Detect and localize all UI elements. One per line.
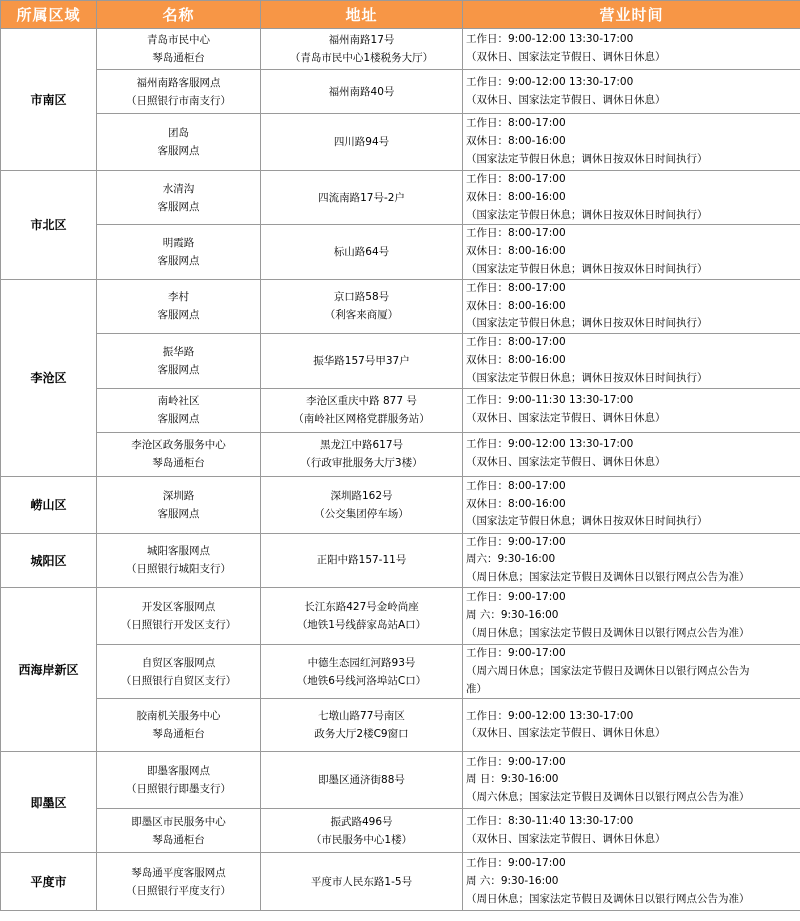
address-line: （南岭社区网格党群服务站） (293, 413, 430, 426)
outlet-name-cell (97, 279, 261, 333)
outlet-name-cell (97, 114, 261, 171)
outlet-name-cell (97, 752, 261, 809)
outlet-name-line: 即墨客服网点 (147, 765, 210, 778)
outlet-name-line: （日照银行即墨支行） (126, 783, 231, 796)
table-row (1, 809, 800, 853)
address-cell (261, 853, 463, 911)
hours-line: （国家法定节假日休息；调休日按双休日时间执行） (466, 515, 708, 528)
table-row (1, 432, 800, 476)
outlet-name-line: 水清沟 (162, 182, 195, 195)
address-cell (261, 171, 463, 225)
hours-line: （双休日、国家法定节假日、调休日休息） (466, 727, 666, 740)
outlet-name-line: 团岛 (168, 127, 189, 139)
table-row (1, 279, 800, 333)
hours-line: 双休日：8:00-16:00 (466, 135, 566, 148)
outlet-name-line: 即墨区市民服务中心 (131, 815, 226, 828)
address-cell (261, 70, 463, 114)
outlet-name-line: 客服网点 (157, 200, 200, 213)
table-row (1, 29, 800, 70)
hours-line: （国家法定节假日休息；调休日按双休日时间执行） (466, 208, 708, 221)
table-row (1, 533, 800, 587)
outlet-name-line: 南岭社区 (157, 395, 200, 408)
hours-line: 工作日：8:30-11:40 13:30-17:00 (466, 815, 634, 828)
outlet-name-line: 客服网点 (157, 255, 200, 268)
table-row (1, 752, 800, 809)
outlet-name-cell (97, 29, 261, 70)
hours-line: 工作日：8:00-17:00 (466, 281, 566, 294)
address-line: （利客来商厦） (324, 309, 399, 322)
outlet-name-line: 开发区客服网点 (141, 600, 216, 613)
table-row (1, 853, 800, 911)
hours-line: 工作日：9:00-17:00 (466, 591, 566, 604)
hours-line: 周六：9:30-16:00 (466, 553, 556, 566)
outlet-name-cell (97, 334, 261, 388)
address-line: （行政审批服务大厅3楼） (300, 457, 423, 470)
header-address: 地址 (261, 1, 463, 29)
outlet-name-cell (97, 171, 261, 225)
hours-line: 工作日：9:00-12:00 13:30-17:00 (466, 75, 634, 88)
outlet-name-line: 城阳客服网点 (147, 545, 210, 558)
hours-cell (463, 225, 800, 279)
region-cell: 西海岸新区 (1, 587, 97, 751)
region-cell: 城阳区 (1, 533, 97, 587)
outlet-name-line: 琴岛通柜台 (152, 457, 205, 470)
hours-line: 双休日：8:00-16:00 (466, 245, 566, 258)
table-row (1, 388, 800, 432)
address-line: 李沧区重庆中路 877 号 (306, 395, 417, 408)
address-line: 长江东路427号金岭尚座 (304, 600, 419, 613)
region-cell: 市南区 (1, 29, 97, 171)
address-cell (261, 752, 463, 809)
hours-line: （周日休息；国家法定节假日及调休日以银行网点公告为准） (466, 892, 750, 905)
address-line: 黑龙江中路617号 (319, 439, 404, 452)
hours-cell (463, 171, 800, 225)
hours-cell (463, 279, 800, 333)
hours-line: （周六周日休息；国家法定节假日及调休日以银行网点公告为 (466, 664, 750, 677)
hours-line: 工作日：9:00-17:00 (466, 857, 566, 870)
outlet-name-line: 振华路 (162, 345, 195, 358)
hours-line: 双休日：8:00-16:00 (466, 497, 566, 510)
outlet-name-line: 福州南路客服网点 (136, 76, 221, 89)
hours-line: 双休日：8:00-16:00 (466, 299, 566, 312)
hours-cell (463, 699, 800, 752)
outlet-name-line: 李村 (168, 291, 189, 304)
hours-line: 工作日：9:00-11:30 13:30-17:00 (466, 394, 634, 407)
address-line: 四流南路17号-2户 (318, 191, 405, 204)
outlet-name-line: 胶南机关服务中心 (136, 710, 221, 723)
hours-line: （双休日、国家法定节假日、调休日休息） (466, 832, 666, 845)
region-cell: 即墨区 (1, 752, 97, 853)
address-cell (261, 587, 463, 644)
hours-cell (463, 388, 800, 432)
hours-line: 工作日：9:00-17:00 (466, 535, 566, 548)
table-row (1, 644, 800, 698)
outlet-name-cell (97, 432, 261, 476)
table-row (1, 587, 800, 644)
hours-cell (463, 476, 800, 533)
header-hours: 营业时间 (463, 1, 800, 29)
address-line: （青岛市民中心1楼税务大厅） (289, 52, 434, 64)
hours-cell (463, 432, 800, 476)
hours-cell (463, 533, 800, 587)
address-line: 福州南路17号 (328, 34, 395, 46)
hours-cell (463, 644, 800, 698)
address-line: （地铁6号线河洛埠站C口） (296, 674, 427, 687)
outlet-name-cell (97, 587, 261, 644)
address-line: （市民服务中心1楼） (310, 833, 413, 846)
hours-line: 工作日：8:00-17:00 (466, 173, 566, 185)
hours-line: 工作日：8:00-17:00 (466, 227, 566, 240)
outlet-name-cell (97, 809, 261, 853)
hours-line: （双休日、国家法定节假日、调休日休息） (466, 412, 666, 425)
hours-cell (463, 853, 800, 911)
table-body (1, 29, 800, 911)
hours-cell (463, 752, 800, 809)
region-cell: 平度市 (1, 853, 97, 911)
hours-cell (463, 587, 800, 644)
address-line: （地铁1号线薛家岛站A口） (296, 618, 427, 631)
address-line: 中德生态园红河路93号 (307, 656, 416, 669)
outlet-name-line: 客服网点 (157, 507, 200, 520)
region-cell: 崂山区 (1, 476, 97, 533)
hours-line: 工作日：9:00-12:00 13:30-17:00 (466, 438, 634, 451)
outlet-name-cell (97, 699, 261, 752)
address-line: 标山路64号 (333, 246, 390, 259)
address-line: 政务大厅2楼C9窗口 (314, 728, 409, 741)
address-line: （公交集团停车场） (314, 507, 409, 520)
outlet-name-line: 琴岛通柜台 (152, 728, 205, 741)
outlet-name-line: 深圳路 (162, 489, 195, 502)
address-line: 福州南路40号 (328, 85, 395, 98)
outlet-name-line: （日照银行平度支行） (126, 884, 231, 897)
region-cell: 李沧区 (1, 279, 97, 476)
outlet-name-line: 客服网点 (157, 309, 200, 322)
table-row (1, 476, 800, 533)
hours-line: （双休日、国家法定节假日、调休日休息） (466, 456, 666, 469)
address-cell (261, 279, 463, 333)
hours-line: 工作日：9:00-17:00 (466, 646, 566, 659)
address-line: 振武路496号 (330, 815, 393, 828)
address-cell (261, 476, 463, 533)
outlet-name-line: 客服网点 (157, 145, 200, 157)
address-line: 正阳中路157-11号 (316, 554, 407, 567)
hours-line: （国家法定节假日休息；调休日按双休日时间执行） (466, 152, 708, 165)
hours-line: 周 六：9:30-16:00 (466, 874, 559, 887)
hours-line: （国家法定节假日休息；调休日按双休日时间执行） (466, 317, 708, 330)
hours-line: 工作日：8:00-17:00 (466, 336, 566, 349)
hours-line: 准） (466, 682, 487, 695)
hours-line: （国家法定节假日休息；调休日按双休日时间执行） (466, 371, 708, 384)
header-row (1, 1, 800, 29)
address-cell (261, 114, 463, 171)
address-cell (261, 29, 463, 70)
hours-line: 双休日：8:00-16:00 (466, 190, 566, 203)
hours-cell (463, 334, 800, 388)
hours-line: （周六休息；国家法定节假日及调休日以银行网点公告为准） (466, 791, 750, 804)
table-row (1, 699, 800, 752)
hours-line: 工作日：9:00-12:00 13:30-17:00 (466, 33, 634, 46)
outlet-name-line: （日照银行开发区支行） (120, 618, 237, 631)
address-line: 即墨区通济街88号 (318, 774, 405, 787)
hours-line: 工作日：9:00-17:00 (466, 755, 566, 768)
outlet-name-line: （日照银行市南支行） (126, 94, 231, 107)
hours-line: 工作日：8:00-17:00 (466, 117, 566, 130)
address-line: 七墩山路77号南区 (318, 710, 405, 723)
outlet-name-line: （日照银行城阳支行） (126, 563, 231, 576)
outlet-name-line: 琴岛通平度客服网点 (131, 866, 226, 879)
hours-cell (463, 70, 800, 114)
outlet-name-line: 青岛市民中心 (147, 34, 210, 46)
outlet-name-line: 琴岛通柜台 (152, 833, 205, 846)
hours-line: （周日休息；国家法定节假日及调休日以银行网点公告为准） (466, 571, 750, 584)
outlet-name-cell (97, 70, 261, 114)
outlet-name-line: （日照银行自贸区支行） (120, 674, 237, 687)
table-row (1, 225, 800, 279)
table-row (1, 70, 800, 114)
address-line: 京口路58号 (333, 291, 390, 304)
outlet-name-cell (97, 644, 261, 698)
table-row (1, 114, 800, 171)
region-cell: 市北区 (1, 171, 97, 280)
hours-line: 双休日：8:00-16:00 (466, 353, 566, 366)
address-cell (261, 533, 463, 587)
hours-line: （国家法定节假日休息；调休日按双休日时间执行） (466, 262, 708, 275)
outlet-name-cell (97, 533, 261, 587)
address-cell (261, 388, 463, 432)
address-cell (261, 334, 463, 388)
hours-line: 周 日：9:30-16:00 (466, 773, 559, 786)
address-line: 四川路94号 (333, 136, 390, 148)
address-cell (261, 225, 463, 279)
address-cell (261, 644, 463, 698)
header-name: 名称 (97, 1, 261, 29)
address-cell (261, 809, 463, 853)
address-line: 平度市人民东路1-5号 (310, 875, 413, 888)
outlet-name-cell (97, 225, 261, 279)
outlet-name-line: 明霞路 (162, 237, 195, 250)
hours-line: （周日休息；国家法定节假日及调休日以银行网点公告为准） (466, 626, 750, 639)
address-line: 振华路157号甲37户 (313, 354, 410, 367)
hours-cell (463, 29, 800, 70)
outlet-name-line: 客服网点 (157, 413, 200, 426)
address-cell (261, 432, 463, 476)
address-cell (261, 699, 463, 752)
table-row (1, 171, 800, 225)
hours-line: 工作日：8:00-17:00 (466, 479, 566, 492)
outlet-name-line: 自贸区客服网点 (141, 656, 216, 669)
address-line: 深圳路162号 (330, 489, 393, 502)
outlet-name-line: 李沧区政务服务中心 (131, 439, 226, 452)
outlet-name-cell (97, 853, 261, 911)
hours-line: （双休日、国家法定节假日、调休日休息） (466, 93, 666, 106)
hours-line: （双休日、国家法定节假日、调休日休息） (466, 51, 666, 63)
header-region: 所属区域 (1, 1, 97, 29)
hours-line: 工作日：9:00-12:00 13:30-17:00 (466, 709, 634, 722)
outlet-name-cell (97, 388, 261, 432)
table-row (1, 334, 800, 388)
outlet-name-cell (97, 476, 261, 533)
hours-cell (463, 809, 800, 853)
hours-cell (463, 114, 800, 171)
hours-line: 周 六：9:30-16:00 (466, 609, 559, 622)
outlet-name-line: 客服网点 (157, 363, 200, 376)
outlet-name-line: 琴岛通柜台 (152, 52, 205, 64)
